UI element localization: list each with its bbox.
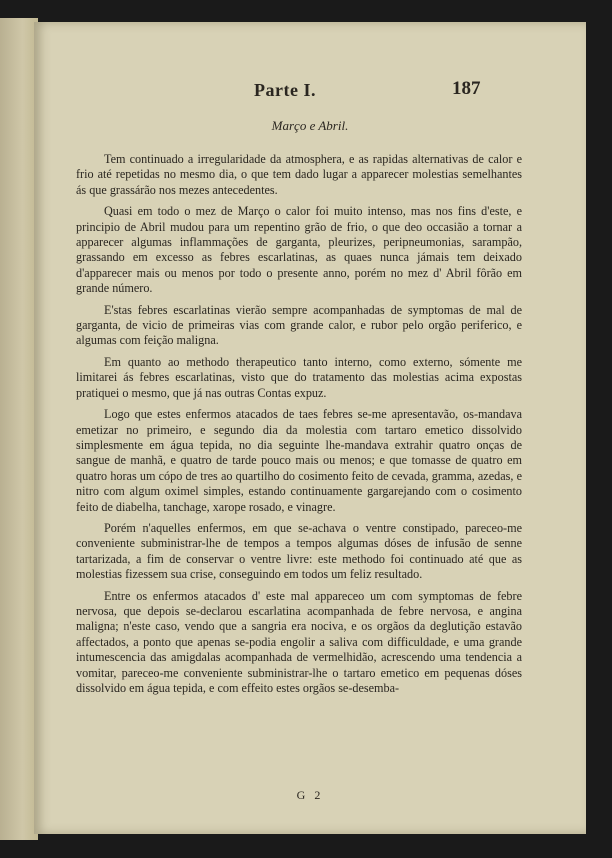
- paragraph: Porém n'aquelles enfermos, em que se-achava o ventre constipado, pareceo-me conveniente subministrar-lhe de tempos a tempos algumas dóses de infusão de senne tartarizada, a fim de conservar o ventre livre: este methodo foi continuado até que as molestias fizessem sua crise, conseguindo em todos um feliz resultado.: [76, 520, 522, 582]
- paragraph: Entre os enfermos atacados d' este mal appareceo um com symptomas de febre nervosa, que depois se-declarou escarlatina acompanhada de febre nervosa, e angina maligna; n'este caso, vendo que a sangria era nociva, e os orgãos da deglutição estavão affectados, a ponto que apenas se-podia engolir a saliva com difficuldade, e uma grande intumescencia das amigdalas acompanhada de vermelhidão, acrescendo uma tendencia a vomitar, pareceo-me conveniente subministrar-lhe o tartaro emetico em pequenas dóses dissolvido em água tepida, e com effeito estes orgãos se-desemba-: [76, 588, 522, 695]
- paragraph: Tem continuado a irregularidade da atmosphera, e as rapidas alternativas de calor e frio até repetidas no mesmo dia, o que tem dado lugar a apparecer molestias semelhantes ás que grassárão nos mezes antecedentes.: [76, 152, 522, 197]
- page-number: 187: [452, 78, 481, 99]
- running-head: [34, 76, 586, 102]
- part-title: Parte I.: [254, 80, 316, 100]
- section-title: Março e Abril.: [271, 118, 349, 133]
- paragraph: Em quanto ao methodo therapeutico tanto interno, como externo, sómente me limitarei ás febres escarlatinas, visto que do tratamento das molestias acima expostas pratiquei o mesmo, que já nas outras Contas expuz.: [76, 354, 522, 400]
- paragraph: Logo que estes enfermos atacados de taes febres se-me apresentavão, os-mandava emetizar no primeiro, e segundo dia da molestia com tartaro emetico dissolvido simplesmente em água tepida, no dia seguinte lhe-mandava extrahir quatro onças de sangue de manhã, e quatro de tarde pouco mais ou menos; e que tomasse de quatro em quatro horas um cópo de tres ao quartilho do cosimento feito de cevada, gramma, azedas, e nitro com algum oximel simples, estando continuamente gargarejando com o cosimento feito de diabelha, tanchage, xarope rosado, e vinagre.: [76, 407, 522, 514]
- paragraph: Quasi em todo o mez de Março o calor foi muito intenso, mas nos fins d'este, e principio de Abril mudou para um repentino grão de frio, o que deo occasião a tornar a apparecer algumas inflammações de garganta, pleurizes, peripneumonias, sarampão, grassando em excesso as febres escarlatinas, as quaes nunca jámais tem deixado d'apparecer mais ou menos por todo o presente anno, porém no mez d' Abril fôrão em grande número.: [76, 204, 522, 296]
- facing-page-edge: [0, 18, 38, 840]
- signature-mark: G 2: [296, 788, 324, 802]
- paragraph: E'stas febres escarlatinas vierão sempre acompanhadas de symptomas de mal de garganta, de vicio de primeiras vias com grande calor, e rubor pelo orgão periferico, e algumas com feição maligna.: [76, 302, 522, 348]
- body-text: [76, 152, 522, 702]
- book-page: [34, 22, 586, 834]
